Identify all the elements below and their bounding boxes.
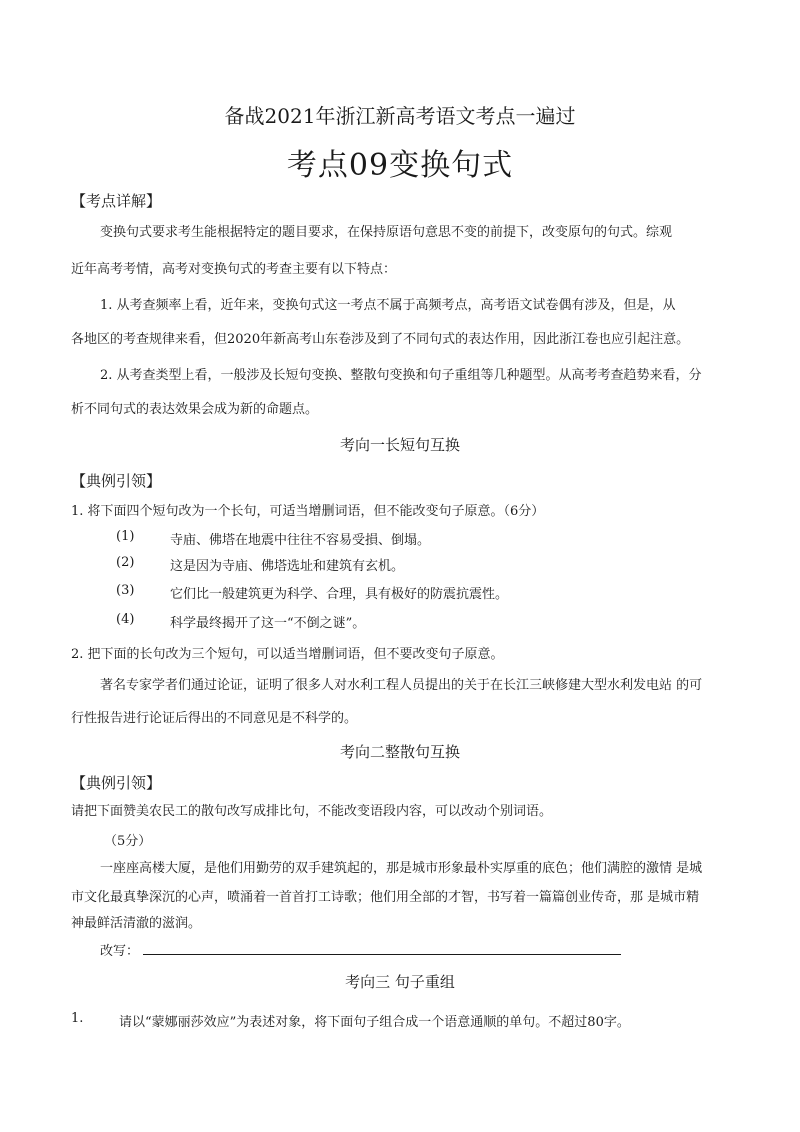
list-item-number: (3) [116,583,135,598]
answer-line [100,940,621,959]
question-text: 1. 将下面四个短句改为一个长句，可适当增删词语，但不能改变句子原意。（6分） [71,504,545,519]
list-item-number: (2) [116,555,135,570]
intro-paragraph-line: 1. 从考查频率上看，近年来，变换句式这一考点不属于高频考点，高考语文试卷偶有涉及，但是，从 [100,298,676,313]
question-number: 1. [71,1011,84,1026]
section-title: 考向三 句子重组 [345,973,455,991]
question-paragraph-line: 神最鲜活清澈的滋润。 [71,916,202,931]
intro-paragraph-line: 析不同句式的表达效果会成为新的命题点。 [71,402,319,417]
question-paragraph-line: 著名专家学者们通过论证，证明了很多人对水利工程人员提出的关于在长江三峡修建大型水利发电站 的可 [100,678,703,693]
answer-label: 改写： [100,944,140,959]
list-item-number: (1) [116,529,135,544]
list-item-text: 科学最终揭开了这一“不倒之谜”。 [170,616,366,631]
question-score: （5分） [104,834,152,849]
section-heading: 【典例引领】 [71,774,162,792]
intro-paragraph-line: 近年高考考情，高考对变换句式的考查主要有以下特点： [71,262,397,277]
section-title: 考向二整散句互换 [339,743,460,761]
document-title: 备战2021年浙江新高考语文考点一遍过 [224,104,576,128]
intro-paragraph-line: 2. 从考查类型上看，一般涉及长短句变换、整散句变换和句子重组等几种题型。从高考考查趋势来看，分 [100,368,702,383]
section-heading: 【典例引领】 [71,472,162,490]
question-text: 2. 把下面的长句改为三个短句，可以适当增删词语，但不要改变句子原意。 [71,647,504,662]
intro-paragraph-line: 变换句式要求考生能根据特定的题目要求，在保持原语句意思不变的前提下，改变原句的句式。综观 [100,225,673,240]
list-item-number: (4) [116,612,135,627]
list-item-text: 它们比一般建筑更为科学、合理，具有极好的防震抗震性。 [170,587,509,602]
section-title: 考向一长短句互换 [339,436,460,454]
document-subtitle: 考点09变换句式 [286,148,514,183]
intro-heading: 【考点详解】 [71,192,162,210]
list-item-text: 这是因为寺庙、佛塔选址和建筑有玄机。 [170,559,405,574]
question-paragraph-line: 市文化最真挚深沉的心声，喷涌着一首首打工诗歌；他们用全部的才智，书写着一篇篇创业传奇，那 是城市精 [71,890,700,905]
question-paragraph-line: 行性报告进行论证后得出的不同意见是不科学的。 [71,711,358,726]
question-text: 请以“蒙娜丽莎效应”为表述对象，将下面句子组合成一个语意通顺的单句。不超过80字。 [119,1015,630,1030]
question-text: 请把下面赞美农民工的散句改写成排比句，不能改变语段内容，可以改动个别词语。 [71,804,553,819]
intro-paragraph-line: 各地区的考查规律来看，但2020年新高考山东卷涉及到了不同句式的表达作用，因此浙江卷也应引起注意。 [71,332,690,347]
list-item-text: 寺庙、佛塔在地震中往往不容易受損、倒塌。 [170,533,431,548]
answer-blank[interactable] [143,942,621,955]
question-paragraph-line: 一座座高楼大厦，是他们用勤劳的双手建筑起的，那是城市形象最朴实厚重的底色；他们满腔的激情 是城 [100,861,703,876]
